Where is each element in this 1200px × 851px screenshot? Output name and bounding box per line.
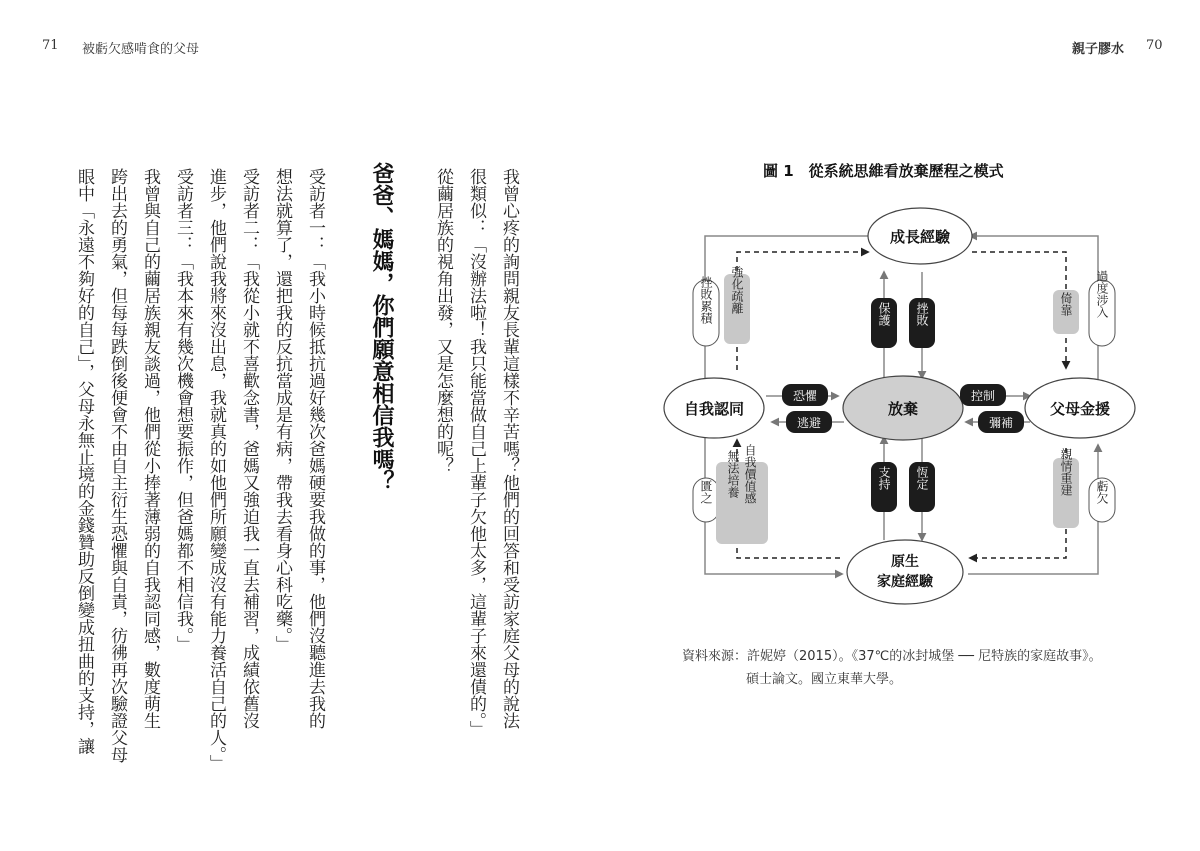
label-cuobai-leiji: 挫敗累積	[699, 276, 713, 324]
node-center-label: 放棄	[887, 400, 919, 418]
dashed-left-to-top	[737, 252, 868, 370]
node-bottom-label-1: 原生	[891, 554, 919, 570]
label-taobi: 逃避	[796, 416, 822, 430]
text-column-9: 我曾與自己的繭居族親友談過，他們從小捧著薄弱的自我認同感，數度萌生	[140, 168, 160, 729]
label-ziwo-jiazhigan-a: 自我價值感	[743, 444, 757, 504]
label-ziwo-jiazhigan-b: 無法培養	[726, 450, 740, 498]
figure-title: 圖 1 從系統思維看放棄歷程之模式	[763, 162, 1004, 180]
text-column-10: 跨出去的勇氣，但每每跌倒後便會不由自主衍生恐懼與自責，彷彿再次驗證父母	[107, 168, 127, 763]
text-column-1: 我曾心疼的詢問親友長輩這樣不辛苦嗎？他們的回答和受訪家庭父母的說法	[499, 168, 519, 729]
text-column-8: 受訪者三：「我本來有幾次機會想要振作，但爸媽都不相信我。」	[173, 168, 193, 653]
text-column-2: 很類似：「沒辦法啦！我只能當做自己上輩子欠他太多，這輩子來還債的。」	[466, 168, 486, 738]
label-yikao: 倚靠	[1059, 292, 1073, 316]
node-left-label: 自我認同	[683, 400, 745, 418]
label-qinqing-chongjian: 親情重建	[1059, 448, 1073, 496]
text-column-4: 受訪者一：「我小時候抵抗過好幾次爸媽硬要我做的事，他們沒聽進去我的	[305, 168, 325, 729]
text-column-3: 從繭居族的視角出發，又是怎麼想的呢？	[433, 168, 453, 474]
node-top-label: 成長經驗	[889, 228, 951, 246]
left-page-number: 71	[42, 38, 59, 53]
right-page-number: 70	[1146, 38, 1163, 53]
label-baohu: 保護	[877, 302, 891, 326]
label-kongju: 恐懼	[792, 389, 818, 403]
label-qianghua-shuli: 強化疏離	[730, 266, 744, 314]
node-bottom	[847, 540, 963, 604]
text-column-11: 眼中「永遠不夠好的自己」，父母永無止境的金錢贊助反倒變成扭曲的支持，讓	[74, 168, 94, 755]
dashed-right-to-bottom	[970, 448, 1066, 558]
label-guodu-sheru: 過度涉入	[1095, 270, 1109, 318]
label-zhichi: 支持	[877, 466, 891, 490]
label-kuiqian: 虧欠	[1095, 480, 1109, 504]
dashed-top-to-right	[972, 252, 1066, 368]
source-line-1: 資料來源：許妮婷（2015）。《37℃的冰封城堡 ── 尼特族的家庭故事》。	[682, 649, 1102, 664]
source-line-2: 碩士論文。國立東華大學。	[746, 672, 903, 687]
system-diagram	[650, 195, 1170, 615]
node-bottom-label-2: 家庭經驗	[877, 574, 933, 590]
label-kuizhi: 匱之	[699, 480, 713, 504]
text-column-7: 進步，他們說我將來沒出息，我就真的如他們所願變成沒有能力養活自己的人。」	[206, 168, 226, 772]
label-hengding: 恆定	[915, 466, 929, 490]
pill-ziwo-jiazhigan	[716, 462, 768, 544]
label-mibu: 彌補	[988, 416, 1014, 430]
label-cuobai: 挫敗	[915, 302, 929, 326]
text-column-5: 想法就算了，還把我的反抗當成是有病，帶我去看身心科吃藥。」	[272, 168, 292, 653]
label-kongzhi: 控制	[970, 389, 996, 403]
left-running-title: 被虧欠感啃食的父母	[82, 42, 200, 57]
node-right-label: 父母金援	[1049, 400, 1111, 418]
text-column-6: 受訪者二：「我從小就不喜歡念書，爸媽又強迫我一直去補習，成績依舊沒	[239, 168, 259, 729]
section-heading: 爸爸、媽媽，你們願意相信我嗎？	[369, 162, 394, 492]
right-running-title: 親子膠水	[1072, 42, 1125, 57]
